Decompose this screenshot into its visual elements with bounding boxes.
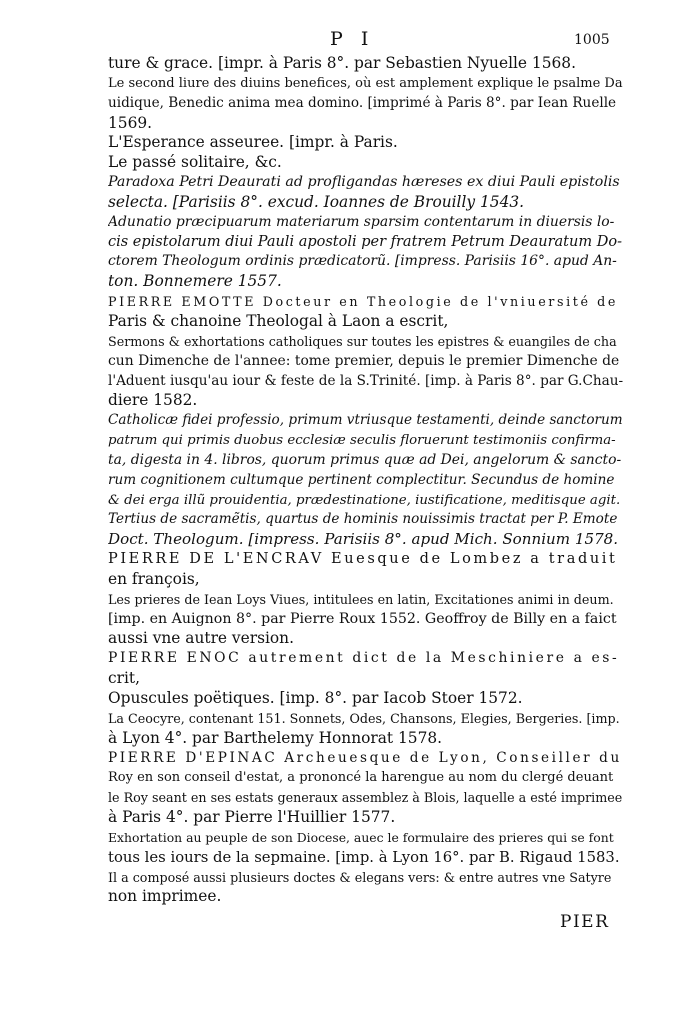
text-line: [imp. en Auignon 8°. par Pierre Roux 1552. Geoffroy de Billy en a faict: [108, 610, 617, 627]
text-line: Doct. Theologum. [impress. Parisiis 8°. apud Mich. Sonnium 1578.: [108, 530, 619, 549]
text-line: ctorem Theologum ordinis prædicatorũ. [impress. Parisiis 16°. apud An-: [108, 253, 617, 270]
text-line: Les prieres de Iean Loys Viues, intitulees en latin, Excitationes animi in deum.: [108, 591, 614, 607]
text-line: cun Dimenche de l'annee: tome premier, depuis le premier Dimenche de: [108, 352, 620, 369]
text-line: Adunatio præcipuarum materiarum sparsim contentarum in diuersis lo-: [108, 213, 615, 230]
text-line: à Paris 4°. par Pierre l'Huillier 1577.: [108, 808, 396, 827]
text-line: non imprimee.: [108, 887, 222, 906]
text-line: Catholicæ fidei professio, primum vtriusque testamenti, deinde sanctorum: [108, 412, 623, 429]
text-line: & dei erga illũ prouidentia, prædestinatione, iustificatione, meditisque agit.: [108, 492, 621, 508]
text-line: patrum qui primis duobus ecclesiæ seculis floruerunt testimoniis confirma-: [108, 433, 616, 449]
text-line: selecta. [Parisiis 8°. excud. Ioannes de Brouilly 1543.: [108, 192, 525, 211]
text-line: à Lyon 4°. par Barthelemy Honnorat 1578.: [108, 728, 443, 747]
text-line: PIERRE DE L'ENCRAV Euesque de Lombez a traduit: [108, 551, 618, 568]
text-line: Tertius de sacramẽtis, quartus de hominis nouissimis tractat per P. Emote: [108, 511, 618, 528]
text-line: Le passé solitaire, &c.: [108, 153, 282, 172]
text-line: PIERRE D'EPINAC Archeuesque de Lyon, Conseiller du: [108, 749, 622, 766]
text-line: rum cognitionem cultumque pertinent complectitur. Secundus de homine: [108, 471, 615, 488]
text-line: Paradoxa Petri Deaurati ad profligandas hæreses ex diui Pauli epistolis: [108, 174, 620, 191]
text-body: [108, 54, 623, 907]
text-line: aussi vne autre version.: [108, 629, 294, 648]
text-line: le Roy seant en ses estats generaux assemblez à Blois, laquelle a esté imprimee: [108, 790, 623, 806]
text-line: Sermons & exhortations catholiques sur toutes les epistres & euangiles de cha: [108, 333, 617, 349]
text-line: tous les iours de la sepmaine. [imp. à Lyon 16°. par B. Rigaud 1583.: [108, 848, 620, 866]
page-number: 1005: [574, 32, 610, 48]
text-line: La Ceocyre, contenant 151. Sonnets, Odes, Chansons, Elegies, Bergeries. [imp.: [108, 710, 620, 726]
text-line: ton. Bonnemere 1557.: [108, 272, 282, 291]
text-line: Il a composé aussi plusieurs doctes & elegans vers: & entre autres vne Satyre: [108, 869, 612, 885]
text-line: diere 1582.: [108, 391, 198, 410]
text-line: ture & grace. [impr. à Paris 8°. par Sebastien Nyuelle 1568.: [108, 54, 576, 72]
text-line: Roy en son conseil d'estat, a prononcé la harengue au nom du clergé deuant: [108, 770, 614, 786]
text-line: 1569.: [108, 113, 153, 132]
text-line: PIERRE EMOTTE Docteur en Theologie de l'vniuersité de: [108, 294, 619, 310]
text-line: uidique, Benedic anima mea domino. [imprimé à Paris 8°. par Iean Ruelle: [108, 94, 617, 111]
text-line: Opuscules poëtiques. [imp. 8°. par Iacob Stoer 1572.: [108, 689, 523, 707]
catchword: PIER: [560, 912, 610, 932]
running-head: [0, 28, 696, 50]
text-line: en françois,: [108, 569, 200, 588]
text-line: Paris & chanoine Theologal à Laon a escrit,: [108, 311, 449, 330]
text-line: Exhortation au peuple de son Diocese, auec le formulaire des prieres qui se font: [108, 829, 614, 845]
text-line: Le second liure des diuins benefices, où est amplement explique le psalme Da: [108, 75, 623, 91]
running-head-letters: P I: [330, 28, 375, 50]
text-line: crit,: [108, 669, 140, 688]
text-line: ta, digesta in 4. libros, quorum primus quæ ad Dei, angelorum & sancto-: [108, 451, 622, 468]
text-line: cis epistolarum diui Pauli apostoli per fratrem Petrum Deauratum Do-: [108, 233, 622, 250]
text-line: L'Esperance asseuree. [impr. à Paris.: [108, 133, 398, 152]
text-line: l'Aduent iusqu'au iour & feste de la S.Trinité. [imp. à Paris 8°. par G.Chau-: [108, 372, 623, 389]
text-line: PIERRE ENOC autrement dict de la Meschiniere a es-: [108, 650, 620, 667]
